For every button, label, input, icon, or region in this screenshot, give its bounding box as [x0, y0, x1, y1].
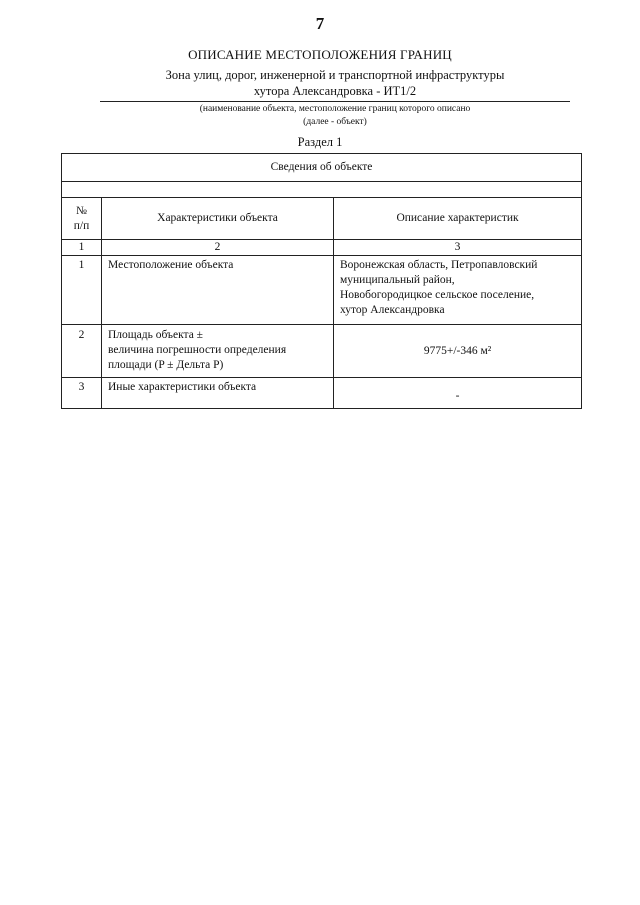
header-num-line-2: п/п	[73, 219, 90, 232]
caption-line-2: (далее - объект)	[303, 117, 367, 127]
object-name	[100, 67, 570, 99]
column-number-1: 1	[62, 240, 102, 256]
description-line: муниципальный район,	[340, 274, 455, 286]
row-characteristic	[102, 325, 334, 378]
table-heading: Сведения об объекте	[62, 154, 582, 182]
header-num-line-1: №	[76, 204, 87, 217]
characteristic-line: Площадь объекта ±	[108, 329, 203, 341]
table-spacer-row	[62, 182, 582, 198]
column-number-3: 3	[334, 240, 582, 256]
header-characteristics: Характеристики объекта	[102, 198, 334, 240]
description-line: Воронежская область, Петропавловский	[340, 259, 538, 271]
object-name-line-2: хутора Александровка - ИТ1/2	[253, 84, 417, 98]
table-row	[62, 378, 582, 409]
characteristic-line: величина погрешности определения	[108, 344, 287, 356]
table-heading-row	[62, 154, 582, 182]
object-caption	[100, 103, 570, 129]
column-number-2: 2	[102, 240, 334, 256]
row-num: 3	[62, 378, 102, 409]
caption-line-1: (наименование объекта, местоположение границ которого описано	[199, 104, 471, 114]
characteristic-line: площади (P ± Дельта P)	[108, 359, 224, 371]
header-description: Описание характеристик	[334, 198, 582, 240]
object-name-line-1: Зона улиц, дорог, инженерной и транспортной инфраструктуры	[165, 68, 505, 82]
row-num: 2	[62, 325, 102, 378]
row-description	[334, 256, 582, 325]
object-name-underline	[100, 101, 570, 102]
section-title: Раздел 1	[297, 135, 343, 149]
characteristic-line: Иные характеристики объекта	[108, 381, 257, 393]
table-row	[62, 256, 582, 325]
description-line: Новобогородицкое сельское поселение,	[340, 289, 535, 301]
object-info-table	[61, 153, 582, 409]
table-header-row	[62, 198, 582, 240]
row-description: -	[334, 378, 582, 409]
row-num: 1	[62, 256, 102, 325]
characteristic-line: Местоположение объекта	[108, 259, 234, 271]
document-title: ОПИСАНИЕ МЕСТОПОЛОЖЕНИЯ ГРАНИЦ	[188, 47, 452, 62]
table-row	[62, 325, 582, 378]
row-description: 9775+/-346 м²	[334, 325, 582, 378]
column-numbers-row	[62, 240, 582, 256]
page-number: 7	[315, 14, 325, 33]
description-line: хутор Александровка	[340, 304, 445, 316]
table-spacer-cell	[62, 182, 582, 198]
row-characteristic	[102, 256, 334, 325]
row-characteristic	[102, 378, 334, 409]
header-num	[62, 198, 102, 240]
